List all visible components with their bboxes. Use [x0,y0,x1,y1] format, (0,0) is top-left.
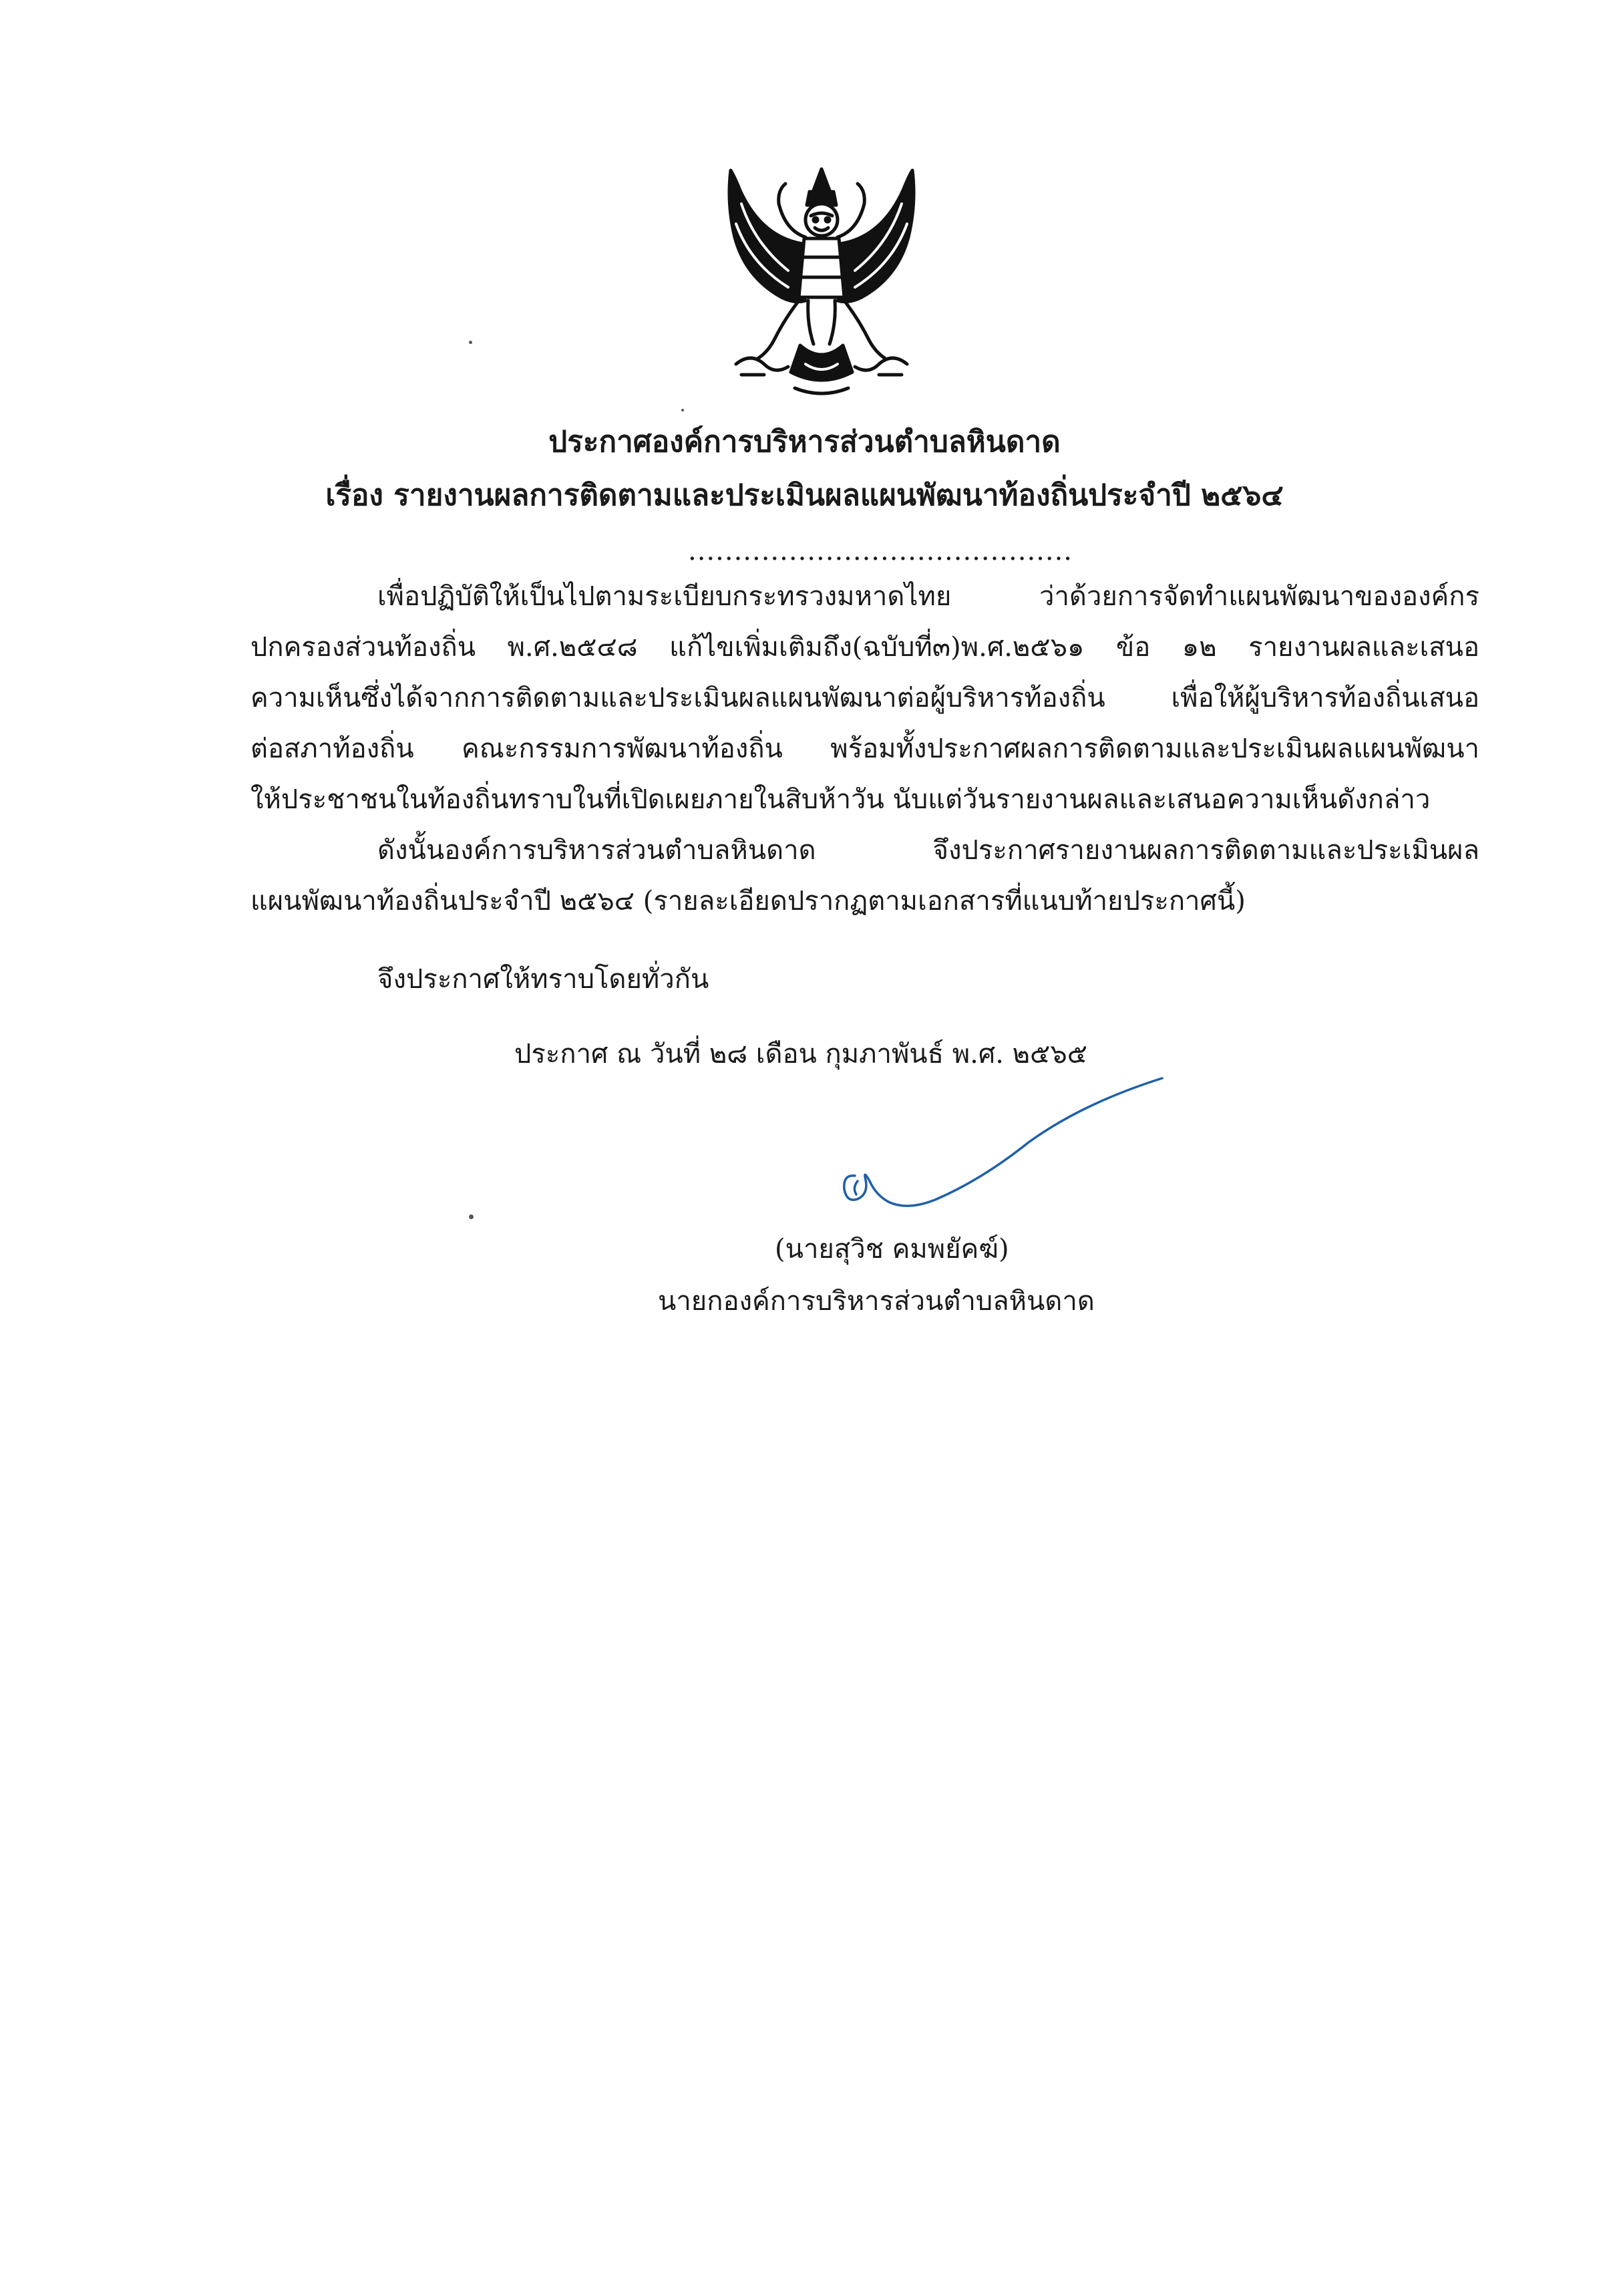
scan-speck [681,409,684,412]
announcement-date: ประกาศ ณ วันที่ ๒๘ เดือน กุมภาพันธ์ พ.ศ. ๒๕๖๕ [514,1039,1087,1070]
scan-speck [469,341,472,344]
body-line: ต่อสภาท้องถิ่น คณะกรรมการพัฒนาท้องถิ่น พร้อมทั้งประกาศผลการติดตามและประเมินผลแผนพัฒนา [250,733,1479,764]
announcement-body [250,571,1479,927]
handwritten-signature-icon [828,1062,1176,1236]
signer-title: นายกองค์การบริหารส่วนตำบลหินดาด [658,1286,1095,1317]
separator-line: .......................................... [688,536,1073,566]
body-line: ความเห็นซึ่งได้จากการติดตามและประเมินผลแผนพัฒนาต่อผู้บริหารท้องถิ่น เพื่อให้ผู้บริหารท้องถิ่นเสนอ [250,683,1479,713]
garuda-emblem-icon [721,164,922,401]
scan-speck [469,1214,474,1219]
body-line: ปกครองส่วนท้องถิ่น พ.ศ.๒๕๔๘ แก้ไขเพิ่มเติมถึง(ฉบับที่๓)พ.ศ.๒๕๖๑ ข้อ ๑๒ รายงานผลและเสนอ [250,632,1479,663]
closing-statement: จึงประกาศให้ทราบโดยทั่วกัน [377,964,709,995]
announcement-title: ประกาศองค์การบริหารส่วนตำบลหินดาด [548,425,1061,459]
signer-name: (นายสุวิช คมพยัคฆ์) [775,1234,1009,1265]
body-line: แผนพัฒนาท้องถิ่นประจำปี ๒๕๖๔ (รายละเอียดปรากฏตามเอกสารที่แนบท้ายประกาศนี้) [250,886,1246,917]
announcement-subject: เรื่อง รายงานผลการติดตามและประเมินผลแผนพัฒนาท้องถิ่นประจำปี ๒๕๖๔ [325,478,1284,512]
body-line: ให้ประชาชนในท้องถิ่นทราบในที่เปิดเผยภายในสิบห้าวัน นับแต่วันรายงานผลและเสนอความเห็นดังกล่าว [250,784,1431,815]
body-line: ดังนั้นองค์การบริหารส่วนตำบลหินดาด จึงประกาศรายงานผลการติดตามและประเมินผล [377,835,1479,866]
body-line: เพื่อปฏิบัติให้เป็นไปตามระเบียบกระทรวงมหาดไทย ว่าด้วยการจัดทำแผนพัฒนาขององค์กร [377,581,1479,612]
